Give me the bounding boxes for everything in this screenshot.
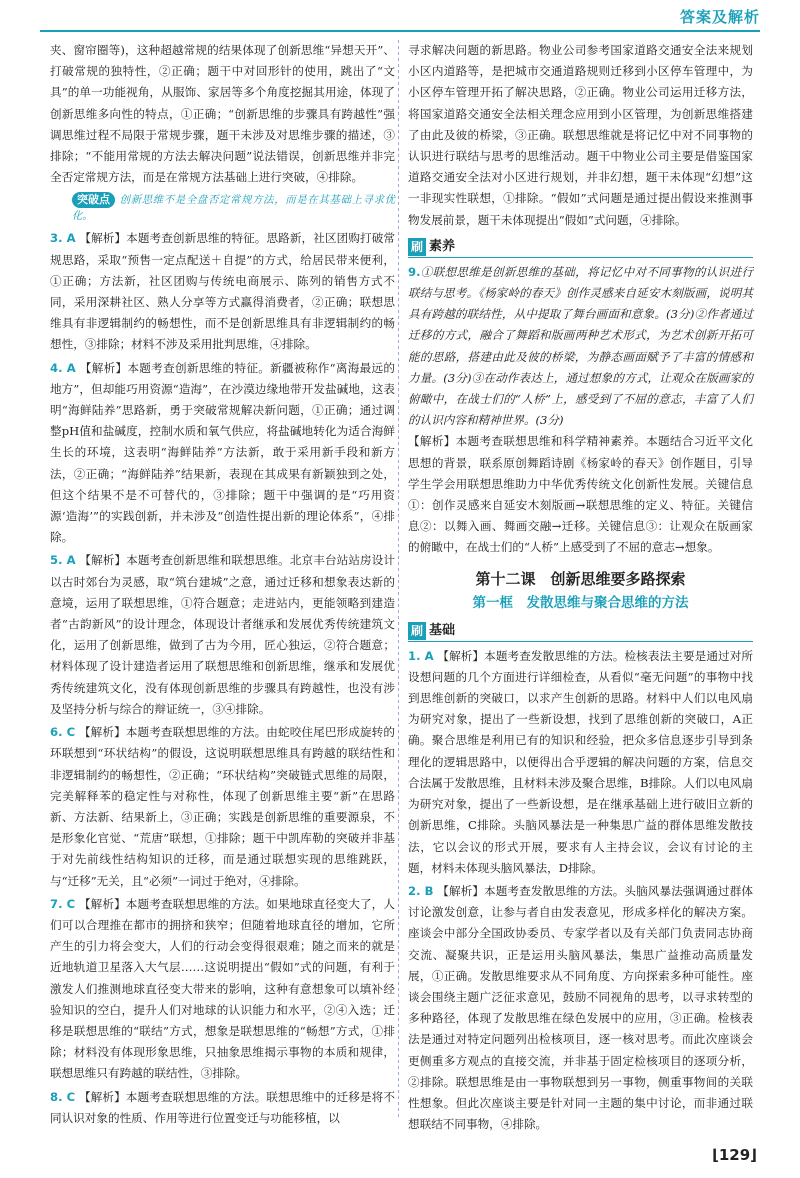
question-number: 4. A bbox=[50, 360, 76, 375]
section-header-basics bbox=[408, 621, 753, 642]
question-4 bbox=[50, 358, 395, 549]
question-number: 9. bbox=[408, 264, 421, 279]
right-column bbox=[408, 40, 753, 1135]
question-number: 5. A bbox=[50, 553, 76, 568]
lesson-subtitle: 第一框 发散思维与聚合思维的方法 bbox=[472, 594, 689, 611]
question-text: 【解析】本题考查创新思维的特征。新疆被称作“离海最远的地方”，但却能巧用资源“造海”，在沙漠边缘地带开发盐碱地，这表明“海鲜陆养”思路新，勇于突破常规解决新问题，①正确；通过调整pH值和盐碱度，控制水质和氧气供应，将盐碱地转化为适合海鲜生长的环境，这表明“海鲜陆养”方法新，敢于采用新手段和新方法，②正确；“海鲜陆养”结果新，表现在其成果有新颖独到之处，但这个结果不是不可替代的，③排除；题干中强调的是“巧用资源‘造海’”的实践创新，并未涉及“创造性提出新的理论体系”，④排除。 bbox=[50, 360, 396, 545]
question-8 bbox=[50, 1087, 395, 1129]
question-number: 7. C bbox=[50, 896, 76, 911]
question-5 bbox=[50, 550, 395, 720]
section-label: 素养 bbox=[429, 239, 456, 255]
question-number: 8. C bbox=[50, 1089, 76, 1104]
question-text: 【解析】本题考查联想思维的方法。联想思维中的迁移是将不同认识对象的性质、作用等进行位置变迁与功能移植，以 bbox=[50, 1089, 395, 1125]
continued-paragraph: 夹、窗帘圈等)，这种超越常规的结果体现了创新思维“异想天开”、打破常规的独特性，②正确；题干中对回形针的使用，跳出了“文具”的单一功能视角，从服饰、家居等多个角度挖掘其用途，体现了创新思维多向性的特点，①正确；“创新思维的步骤具有跨越性”强调思维过程不局限于常规步骤，题干未涉及对思维步骤的描述，③排除；“不能用常规的方法去解决问题”说法错误，创新思维并非完全否定常规方法，而是在常规方法基础上进行突破，④排除。 bbox=[50, 43, 395, 185]
tip-text: 创新思维不是全盘否定常规方法，而是在其基础上寻求优化。 bbox=[72, 194, 395, 223]
question-1 bbox=[408, 646, 753, 879]
page-header bbox=[0, 0, 800, 36]
question-text: 【解析】本题考查联想思维的方法。由蛇咬住尾巴形成旋转的环联想到“环状结构”的假设，这说明联想思维具有跨越的联结性和非逻辑制约的畅想性，②正确；“环状结构”突破链式思维的局限，完美解释苯的稳定性与对称性，体现了创新思维主要“新”在思路新、方法新、结果新上，③正确；实践是创新思维的重要源泉，不是形象化官觉、“荒唐”联想，①排除；题干中凯库勒的突破并非基于对先前线性结构知识的迁移，而是通过联想实现的思维跳跃，与“迁移”无关，且“必须”一词过于绝对，④排除。 bbox=[50, 725, 395, 888]
tip-box bbox=[72, 192, 395, 224]
question-answer: ①联想思维是创新思维的基础，将记忆中对不同事物的认识进行联结与思考。《杨家岭的春天》创作灵感来自延安木刻版画，说明其具有跨越的联结性，从中提取了舞台画面和意象。(3分)②作者通过迁移的方式，融合了舞蹈和版画两种艺术形式，为艺术创新开拓可能的思路，搭建由此及彼的桥梁，为静态画面赋予了丰富的情感和力量。(3分)③在动作表达上，通过想象的方式，让观众在版画家的俯瞰中，在战士们的“人桥”上，感受到了不屈的意志，丰富了人们的认识内容和精神世界。(3分) bbox=[408, 264, 753, 428]
left-column bbox=[50, 40, 395, 1129]
question-number: 6. C bbox=[50, 725, 76, 740]
question-2 bbox=[408, 881, 753, 1135]
column-divider bbox=[398, 40, 399, 1120]
question-number: 2. B bbox=[408, 883, 434, 898]
brush-icon: 刷 bbox=[408, 238, 426, 256]
page-number: ⌊129⌋ bbox=[712, 1146, 758, 1164]
question-text: 【解析】本题考查创新思维和联想思维。北京丰台站站房设计以古时郊台为灵感，取“筑台建城”之意，通过迁移和想象表达新的意境，运用了联想思维，①符合题意；走进站内，更能领略到建造者“古韵新风”的设计理念，体现设计者继承和发展优秀传统建筑文化，运用了创新思维，做到了古为今用，匠心独运，②符合题意；材料体现了设计建造者运用了联想思维和创新思维，继承和发展优秀传统建筑文化，没有体现创新思维的步骤具有跨越性，也没有涉及坚持分析与综合的辩证统一，③④排除。 bbox=[50, 553, 396, 716]
question-text: 【解析】本题考查创新思维的特征。思路新，社区团购打破常规思路，采取“预售一定点配送＋自提”的方式，给居民带来便利，①正确；方法新，社区团购与传统电商展示、陈列的销售方式不同，采用深耕社区、熟人分享等方式赢得消费者，②正确；联想思维具有非逻辑制约的畅想性，而不是创新思维具有非逻辑制约的畅想性，③排除；材料不涉及采用批判思维，④排除。 bbox=[50, 231, 396, 352]
section-header-literacy bbox=[408, 237, 753, 258]
question-number: 3. A bbox=[50, 231, 76, 246]
question-text: 【解析】本题考查发散思维的方法。检核表法主要是通过对所设想问题的几个方面进行详细检查，从看似“毫无问题”的事物中找到思维创新的突破口，以求产生创新的思路。材料中人们以电风扇为研究对象，提出了一些新设想，找到了思维创新的突破口，A正确。聚合思维是利用已有的知识和经验，把众多信息逐步引导到条理化的逻辑思路中，以便得出合乎逻辑的解决问题的方案，信息交合法属于发散思维，且材料未涉及聚合思维，B排除。人们以电风扇为研究对象，提出了一些新设想，是在继承基础上进行破旧立新的创新思维，C排除。头脑风暴法是一种集思广益的群体思维发散技法，它以会议的形式开展，要求有人主持会议，会议有讨论的主题，材料未体现头脑风暴法，D排除。 bbox=[408, 648, 754, 875]
question-number: 1. A bbox=[408, 648, 434, 663]
tip-tag: 突破点 bbox=[72, 192, 115, 208]
lesson-title: 第十二课 创新思维要多路探索 bbox=[475, 569, 686, 588]
page-number-value: 129 bbox=[718, 1146, 751, 1164]
question-9-analysis: 【解析】本题考查联想思维和科学精神素养。本题结合习近平文化思想的背景，联系原创舞蹈诗剧《杨家岭的春天》创作题目，引导学生学会用联想思维助力中华优秀传统文化创新性发展。关键信息①：创作灵感来自延安木刻版画→联想思维的定义、特征。关键信息②：以舞入画、舞画交融→迁移。关键信息③：让观众在版画家的俯瞰中，在战士们的“人桥”上感受到了不屈的意志→想象。 bbox=[408, 434, 753, 555]
header-title: 答案及解析 bbox=[679, 8, 760, 26]
question-7 bbox=[50, 894, 395, 1085]
question-3 bbox=[50, 228, 395, 355]
question-text: 【解析】本题考查发散思维的方法。头脑风暴法强调通过群体讨论激发创意，让参与者自由发表意见，形成多样化的解决方案。座谈会中部分全国政协委员、专家学者以及有关部门负责同志协商交流、凝聚共识，正是运用头脑风暴法，集思广益推动高质量发展，①正确。发散思维要求从不同角度、方向探索多种可能性。座谈会围绕主题广泛征求意见，鼓励不同视角的思考，以寻求转型的多种路径，体现了发散思维在绿色发展中的应用，③正确。检核表法是通过对特定问题列出检核项目，逐一核对思考。而此次座谈会更侧重多方观点的直接交流，并非基于固定检核项目的逐项分析，②排除。联想思维是由一事物联想到另一事物，侧重事物间的关联性想象。但此次座谈主要是针对同一主题的集中讨论，而非通过联想联结不同事物，④排除。 bbox=[408, 883, 753, 1132]
header-divider bbox=[40, 30, 760, 32]
section-label: 基础 bbox=[429, 623, 456, 639]
question-text: 【解析】本题考查联想思维的方法。如果地球直径变大了，人们可以合理推在都市的拥挤和狭窄；但随着地球直径的增加，它所产生的引力将会变大，人们的行动会变得很艰难；随之而来的就是近地轨道卫星落入大气层……这说明提出“假如”式的问题，有利于激发人们推测地球直径变大带来的影响，这种有意想象可以填补经验知识的空白，提升人们对地球的认识能力和水平，②④入选；迁移是联想思维的“联结”方式，想象是联想思维的“畅想”方式，①排除；材料没有体现形象思维，只抽象思维揭示事物的本质和规律，联想思维只有跨越的联结性，③排除。 bbox=[50, 896, 395, 1081]
continued-paragraph: 寻求解决问题的新思路。物业公司参考国家道路交通安全法来规划小区内道路等，是把城市交通道路规则迁移到小区停车管理中，为小区停车管理开拓了解决思路，②正确。物业公司运用迁移方法，将国家道路交通安全法相关理念应用到小区管理，为创新思维搭建了由此及彼的桥梁，③正确。联想思维就是将记忆中对不同事物的认识进行联结与思考的思维活动。题干中物业公司主要是借鉴国家道路交通安全法对小区进行规划，并非幻想，题干未体现“幻想”这一非现实性联想，①排除。“假如”式问题是通过提出假设来推测事物发展前景，题干未体现提出“假如”式问题，④排除。 bbox=[408, 43, 753, 227]
brush-icon: 刷 bbox=[408, 622, 426, 640]
question-9 bbox=[408, 262, 753, 432]
question-6 bbox=[50, 722, 395, 892]
